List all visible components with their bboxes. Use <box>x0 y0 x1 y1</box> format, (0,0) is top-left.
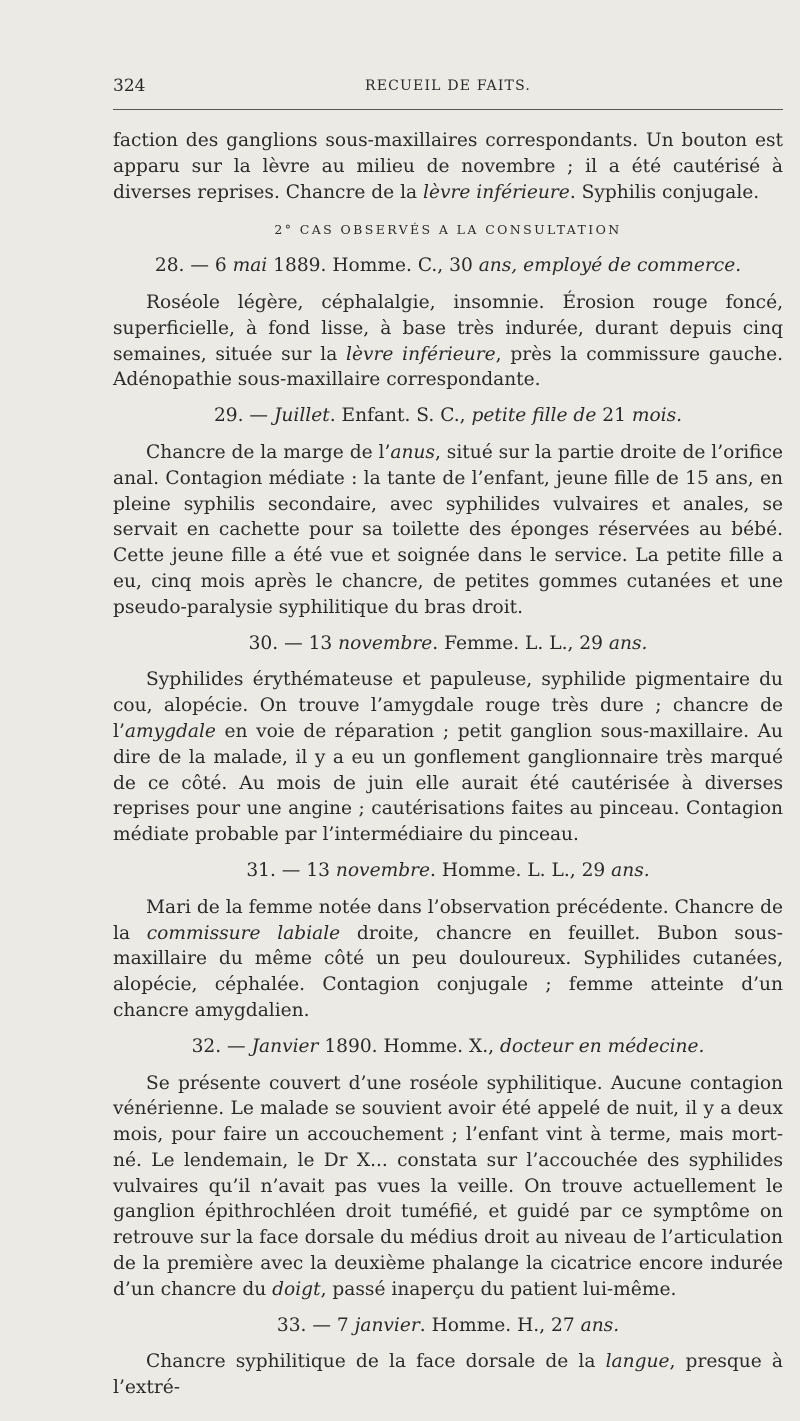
case-32-heading: 32. — Janvier 1890. Homme. X., docteur en médecine. <box>191 1035 705 1057</box>
header-rule <box>113 109 783 110</box>
running-head <box>113 76 783 98</box>
case-30-heading: 30. — 13 novembre. Femme. L. L., 29 ans. <box>248 632 648 654</box>
case-29-text: Chancre de la marge de l’anus, situé sur la partie droite de l’orifice anal. Contagion médiate : la tante de l’enfant, jeune fille de 15 ans, en pleine syphilis secondaire, avec syphilides vulvaires et anales, se servait en cachette pour sa toilette des éponges réservées au bébé. Cette jeune fille a été vue et soignée dans le service. La petite fille a eu, cinq mois après le chancre, de petites gommes cutanées et une pseudo-paralysie syphilitique du bras droit. <box>113 441 783 618</box>
case-29-heading: 29. — Juillet. Enfant. S. C., petite fille de 21 mois. <box>213 405 683 427</box>
case-33-heading: 33. — 7 janvier. Homme. H., 27 ans. <box>276 1314 620 1336</box>
running-title: RECUEIL DE FAITS. <box>364 78 532 94</box>
section-title: 2° CAS OBSERVÉS A LA CONSULTATION <box>274 222 622 238</box>
case-32-text: Se présente couvert d’une roséole syphilitique. Aucune contagion vénérienne. Le malade se souvient avoir été appelé de nuit, il y a deux mois, pour faire un accouchement ; l’enfant vint à terme, mais mort-né. Le lendemain, le Dr X... constata sur l’accouchée des syphilides vulvaires qu’il n’avait pas vues la veille. On trouve actuellement le ganglion épithrochléen droit tuméfié, et guidé par ce symptôme on retrouve sur la face dorsale du médius droit au niveau de l’articulation de la première avec la deuxième phalange la cicatrice encore indurée d’un chancre du doigt, passé inaperçu du patient lui-même. <box>113 1072 783 1300</box>
case-33-text: Chancre syphilitique de la face dorsale de la langue, presque à l’extré- <box>113 1351 783 1399</box>
case-31-text: Mari de la femme notée dans l’observation précédente. Chancre de la commissure labiale droite, chancre en feuillet. Bubon sous-maxillaire du même côté un peu douloureux. Syphilides cutanées, alopécie, céphalée. Contagion conjugale ; femme atteinte d’un chancre amygdalien. <box>113 896 783 1021</box>
case-28-heading: 28. — 6 mai 1889. Homme. C., 30 ans, employé de commerce. <box>154 255 742 277</box>
case-31-heading: 31. — 13 novembre. Homme. L. L., 29 ans. <box>246 859 650 881</box>
paragraph-continued: faction des ganglions sous-maxillaires correspondants. Un bouton est apparu sur la lèvre au milieu de novembre ; il a été cautérisé à diverses reprises. Chancre de la lèvre inférieure. Syphilis conjugale. <box>113 130 783 203</box>
case-28-text: Roséole légère, céphalalgie, insomnie. Érosion rouge foncé, superficielle, à fond lisse, à base très indurée, durant depuis cinq semaines, située sur la lèvre inférieure, près la commissure gauche. Adénopathie sous-maxillaire correspondante. <box>113 291 783 391</box>
page-number: 324 <box>113 76 146 96</box>
page-body <box>113 128 783 1401</box>
case-30-text: Syphilides érythémateuse et papuleuse, syphilide pigmentaire du cou, alopécie. On trouve l’amygdale rouge très dure ; chancre de l’amygdale en voie de réparation ; petit ganglion sous-maxillaire. Au dire de la malade, il y a eu un gonflement ganglionnaire très marqué de ce côté. Au mois de juin elle aurait été cautérisée à diverses reprises pour une angine ; cautérisations faites au pinceau. Contagion médiate probable par l’intermédiaire du pinceau. <box>113 669 783 846</box>
